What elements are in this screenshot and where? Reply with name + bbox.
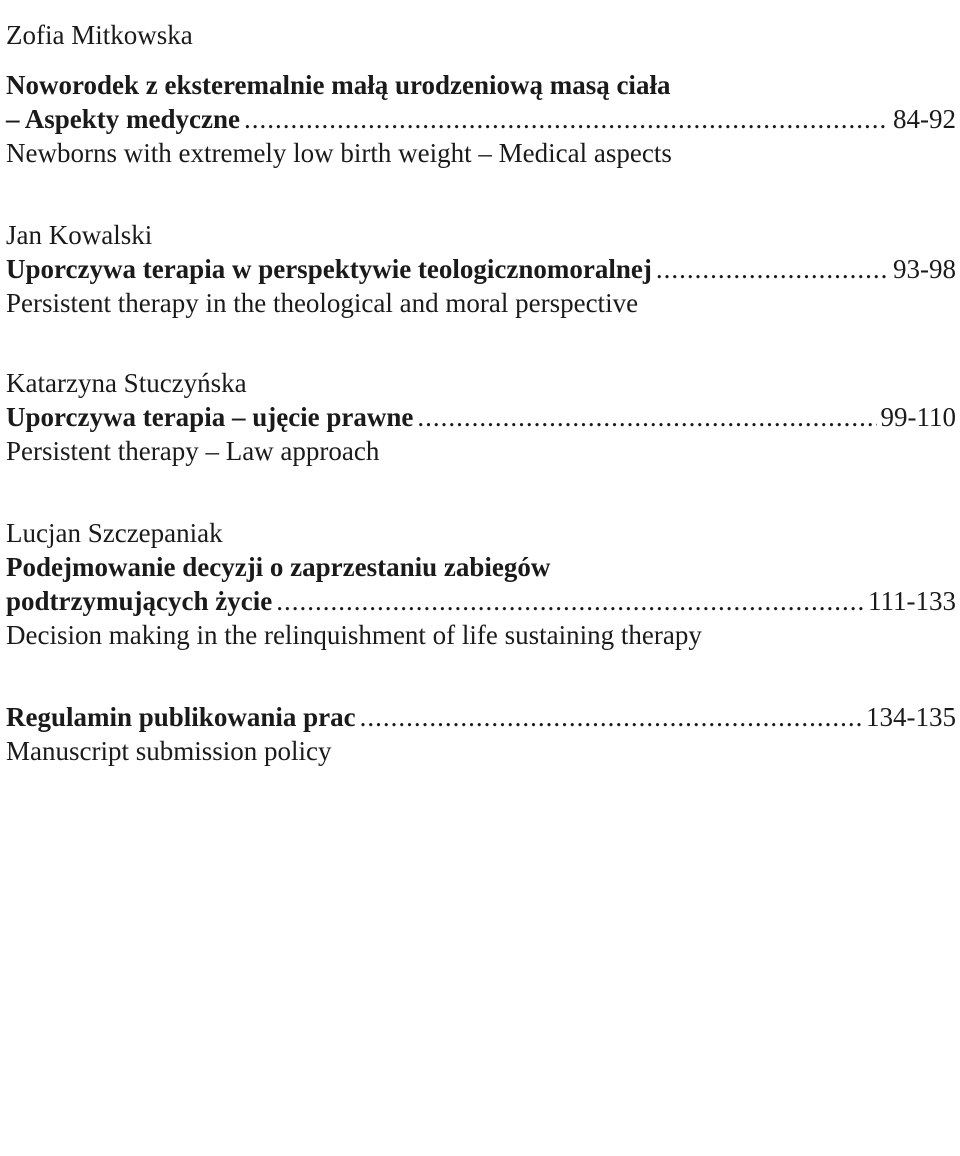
- author-name: Zofia Mitkowska: [6, 20, 193, 50]
- article-title-row: [6, 102, 956, 136]
- article-title-row: [6, 700, 956, 734]
- page-range: 134-135: [866, 702, 956, 732]
- article-title-row: [6, 400, 956, 434]
- author-name: Lucjan Szczepaniak: [6, 518, 223, 548]
- page-range: 99-110: [880, 402, 956, 432]
- article-title-cont: – Aspekty medyczne: [6, 104, 240, 134]
- dot-leader: [360, 700, 862, 734]
- article-title: Podejmowanie decyzji o zaprzestaniu zabiegów: [6, 552, 551, 582]
- author-name: Jan Kowalski: [6, 220, 153, 250]
- english-title: Persistent therapy in the theological and moral perspective: [6, 288, 639, 318]
- dot-leader: [276, 584, 864, 618]
- toc-entry: [6, 18, 956, 170]
- page-range: 84-92: [893, 104, 956, 134]
- english-title: Persistent therapy – Law approach: [6, 436, 380, 466]
- toc-entry: [6, 366, 956, 468]
- toc-entry: [6, 700, 956, 768]
- article-title: Noworodek z eksteremalnie małą urodzeniową masą ciała: [6, 70, 671, 100]
- dot-leader: [656, 252, 889, 286]
- english-title: Newborns with extremely low birth weight – Medical aspects: [6, 138, 672, 168]
- dot-leader: [417, 400, 876, 434]
- english-title: Decision making in the relinquishment of life sustaining therapy: [6, 620, 702, 650]
- page-range: 93-98: [893, 254, 956, 284]
- article-title-row: [6, 252, 956, 286]
- article-title: Regulamin publikowania prac: [6, 702, 356, 732]
- toc-entry: [6, 218, 956, 320]
- article-title: Uporczywa terapia w perspektywie teologicznomoralnej: [6, 254, 652, 284]
- article-title: Uporczywa terapia – ujęcie prawne: [6, 402, 414, 432]
- toc-entry: [6, 516, 956, 652]
- article-title-cont: podtrzymujących życie: [6, 586, 273, 616]
- author-name: Katarzyna Stuczyńska: [6, 368, 247, 398]
- dot-leader: [244, 102, 889, 136]
- article-title-row: [6, 584, 956, 618]
- english-title: Manuscript submission policy: [6, 736, 332, 766]
- page-range: 111-133: [868, 586, 956, 616]
